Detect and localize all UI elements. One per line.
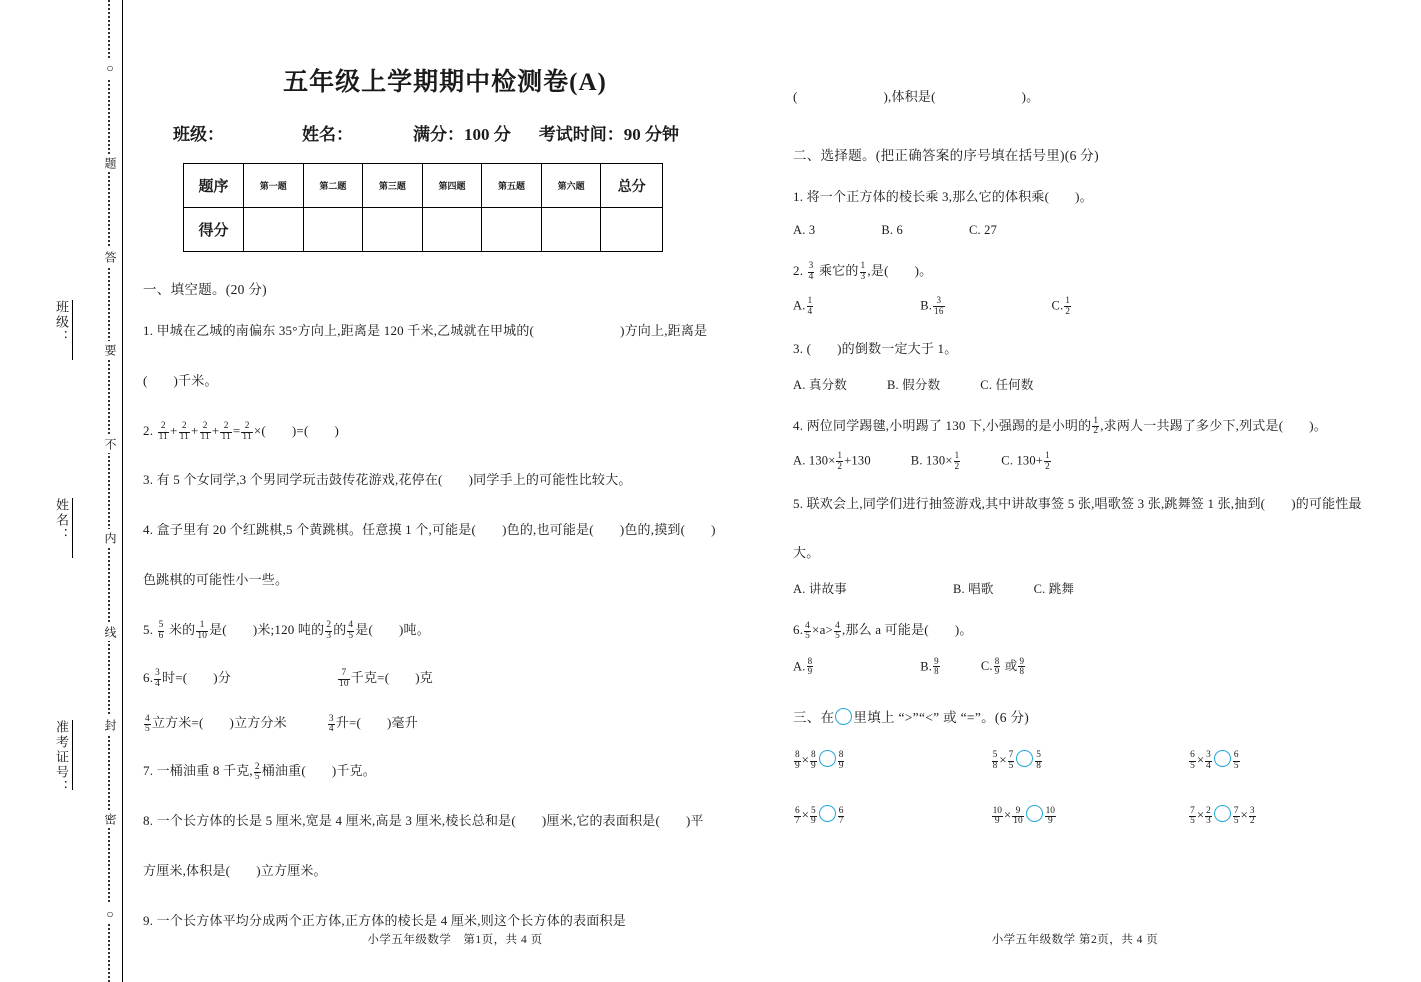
cmp3-f2: $\frac{3}{4}$ [1206, 750, 1211, 771]
s2q2-p4: )。 [914, 262, 933, 278]
fraction-3-16-optB: $\frac{3}{16}$ [934, 295, 944, 316]
s2q3-option-a[interactable]: A. 真分数 [793, 377, 847, 392]
score-cell-6[interactable] [541, 208, 601, 252]
q5-p5: 的 [333, 621, 347, 637]
q7-p3: )千克。 [331, 763, 377, 779]
fullmark-label: 满分：100 分 [413, 125, 511, 144]
cmp1-f3: $\frac{8}{9}$ [838, 750, 844, 771]
seal-solid-line [122, 0, 123, 982]
q5-p6: 是( [355, 621, 374, 637]
compare-item-6: $\frac{7}{5}$ × $\frac{2}{3}$ $\frac{7}{5}$ × $\frac{3}{2}$ [1190, 805, 1255, 827]
question-2-4 [793, 409, 1405, 443]
question-2-3 [793, 332, 1405, 366]
score-cell-5[interactable] [482, 208, 542, 252]
q2-prefix: 2. [143, 422, 154, 438]
student-info-line [135, 120, 755, 145]
seal-line-text [101, 0, 119, 982]
seal-char-bu: 不 [104, 435, 116, 453]
cmp1-circle[interactable] [819, 750, 836, 767]
question-1-2: 2. $\frac{2}{11}$ + $\frac{2}{11}$ + $\frac{2}{11}$ + $\frac{2}{11}$ = $\frac{2}{11}$ ×( )=( ) [143, 420, 340, 442]
compare-item-4: $\frac{6}{7}$ × $\frac{5}{9}$ $\frac{6}{7}$ [795, 805, 844, 827]
page-column-right [785, 0, 1405, 982]
s2q5-text-b: )的可能性最 [1291, 495, 1362, 511]
page-column-left [135, 0, 755, 982]
question-1-8 [143, 804, 755, 838]
question-2-6-options [793, 656, 1405, 676]
s3-heading-b: 里填上 “>”“<” 或 “=”。(6 分) [853, 710, 1030, 725]
q6-p2: 时=( [162, 669, 188, 685]
score-table-head-qindex: 题序 [184, 164, 244, 208]
q4-text-b: )色的,也可能是( [502, 522, 594, 538]
score-table-total: 总分 [601, 164, 663, 208]
margin-label-name: 姓名： [54, 498, 69, 543]
score-cell-2[interactable] [303, 208, 363, 252]
s2q6-p3: ,那么 a 可能是( [841, 622, 929, 638]
cmp2-circle[interactable] [1016, 750, 1033, 767]
table-row-score [184, 208, 663, 252]
question-1-4-cont [143, 563, 755, 597]
footer-left: 小学五年级数学 第1页，共 4 页 [367, 934, 543, 946]
fraction-1-2-q4optA: $\frac{1}{2}$ [837, 450, 843, 471]
fraction-5-6: $\frac{5}{6}$ [158, 620, 164, 641]
q8-text-b: )厘米,它的表面积是( [541, 813, 660, 829]
q6-p1: 6. [143, 669, 154, 685]
s2q2-option-c[interactable]: C. $\frac{1}{2}$ [1051, 295, 1071, 316]
cmp5-f2: $\frac{9}{10}$ [1013, 805, 1023, 827]
q9-text-a: 9. 一个长方体平均分成两个正方体,正方体的棱长是 4 厘米,则这个长方体的表面积是 [143, 912, 626, 928]
question-2-5 [793, 487, 1405, 521]
exam-time-label: 考试时间：90 分钟 [538, 125, 679, 144]
q6-p6: 立方米=( [151, 715, 204, 731]
s2q2-p1: 2. [793, 262, 804, 278]
fraction-1-4-optA: $\frac{1}{4}$ [807, 295, 813, 316]
cmp5-f3: $\frac{10}{9}$ [1045, 805, 1055, 827]
score-table-q4: 第四题 [422, 164, 482, 208]
q1-text-d: )千米。 [173, 372, 218, 388]
fraction-7-10: $\frac{7}{10}$ [339, 667, 349, 689]
fraction-4-5-cubicmeter: $\frac{4}{5}$ [145, 713, 150, 735]
score-table-head-score: 得分 [184, 208, 244, 252]
question-2-2 [793, 254, 1405, 288]
fraction-2-11-a: $\frac{2}{11}$ [158, 420, 169, 442]
question-1-3 [143, 463, 755, 497]
question-1-1-cont [143, 364, 755, 398]
cmp1-f2: $\frac{8}{9}$ [811, 750, 816, 771]
margin-rule-name [72, 498, 73, 558]
q7-p2: 桶油重( [261, 763, 306, 779]
s2q5-option-c[interactable]: C. 跳舞 [1033, 582, 1075, 597]
question-1-5 [143, 613, 755, 647]
fraction-3-4-liter: $\frac{3}{4}$ [328, 713, 334, 735]
table-row-question-index [184, 164, 663, 208]
fraction-2-5: $\frac{2}{5}$ [254, 761, 260, 783]
seal-char-da: 答 [104, 248, 116, 266]
question-2-1-options [793, 223, 1405, 238]
seal-char-bottom: ○ [104, 904, 116, 924]
q8-text-e: )立方厘米。 [256, 862, 327, 878]
seal-char-xian: 线 [104, 623, 116, 641]
q2-mid: ×( [253, 422, 266, 438]
s2q3-text: 3. ( [793, 340, 812, 356]
q8-text-c: )平 [686, 813, 704, 829]
q5-p7: )吨。 [399, 621, 430, 637]
q6-p3: )分 [213, 669, 232, 685]
q5-p3: 是( [209, 621, 227, 637]
q6-p5: )克 [415, 669, 433, 685]
fraction-1-2-q4optB: $\frac{1}{2}$ [954, 450, 960, 471]
seal-char-ti: 题 [104, 154, 116, 172]
s2q5-text-a: 5. 联欢会上,同学们进行抽签游戏,其中讲故事签 5 张,唱歌签 3 张,跳舞签 1 张,抽到( [793, 495, 1266, 511]
cmp2-f2: $\frac{7}{5}$ [1008, 750, 1014, 771]
s2q1-option-a[interactable]: A. 3 [793, 222, 816, 237]
s2q3-option-c[interactable]: C. 任何数 [980, 377, 1034, 392]
fraction-2-3: $\frac{2}{3}$ [326, 620, 332, 641]
fraction-2-11-c: $\frac{2}{11}$ [200, 420, 210, 442]
section-1-heading: 一、填空题。(20 分) [143, 282, 267, 297]
s2q6-p4: )。 [954, 622, 973, 638]
s2q6-p2: ×a> [812, 622, 834, 638]
q5-p4: )米;120 吨的 [252, 621, 325, 637]
s2q2-p3: ,是( [867, 262, 889, 278]
question-1-9-cont [793, 80, 1405, 114]
cmp3-f1: $\frac{6}{5}$ [1190, 750, 1195, 771]
s2q1-option-c[interactable]: C. 27 [968, 222, 998, 237]
s3-heading-a: 三、在 [793, 710, 835, 725]
question-1-8-cont [143, 854, 755, 888]
seal-char-yao: 要 [104, 341, 116, 359]
s2q4-text-c: )。 [1309, 417, 1327, 433]
cmp4-f3: $\frac{6}{7}$ [838, 805, 844, 827]
s2q4-text-a: 4. 两位同学踢毽,小明踢了 130 下,小强踢的是小明的 [793, 417, 1092, 433]
question-2-4-options [793, 451, 1405, 470]
margin-label-class: 班级： [54, 300, 69, 345]
s2q3-tail: )的倒数一定大于 1。 [837, 340, 958, 356]
compare-circle-icon [835, 708, 852, 725]
cmp4-circle[interactable] [819, 805, 836, 822]
fraction-4-5-s2q6b: $\frac{4}{5}$ [835, 620, 840, 642]
question-1-6-cont [143, 708, 755, 738]
score-cell-3[interactable] [363, 208, 423, 252]
fraction-4-5-s2q6a: $\frac{4}{5}$ [805, 620, 811, 642]
compare-item-1: $\frac{8}{9}$ × $\frac{8}{9}$ $\frac{8}{9}$ [795, 750, 844, 771]
q2-tail: )=( [291, 422, 309, 438]
margin-label-exam-id: 准考证号： [54, 720, 69, 795]
seal-char-top: ○ [104, 58, 116, 78]
score-table-q6: 第六题 [541, 164, 601, 208]
compare-item-3: $\frac{6}{5}$ × $\frac{3}{4}$ $\frac{6}{5}$ [1190, 750, 1239, 771]
compare-item-2: $\frac{5}{8}$ × $\frac{7}{5}$ $\frac{5}{8}$ [992, 750, 1041, 771]
s2q4-option-c[interactable]: C. 130+ $\frac{1}{2}$ [1001, 450, 1050, 471]
cmp4-f2: $\frac{5}{9}$ [811, 805, 816, 827]
s2q1-option-b[interactable]: B. 6 [881, 222, 903, 237]
fraction-9-8-optC: $\frac{9}{8}$ [1019, 655, 1025, 676]
q7-p1: 7. 一桶油重 8 千克, [143, 763, 253, 779]
cmp6-f1: $\frac{7}{5}$ [1190, 805, 1195, 827]
cmp6-f4: $\frac{3}{2}$ [1249, 805, 1255, 827]
page-title: 五年级上学期期中检测卷(A) [283, 69, 607, 96]
name-label: 姓名： [302, 125, 353, 144]
fraction-3-4-hour: $\frac{3}{4}$ [155, 667, 161, 689]
question-1-1 [143, 314, 755, 348]
question-1-6 [143, 663, 755, 693]
score-cell-total[interactable] [601, 208, 663, 252]
q3-tail: )同学手上的可能性比较大。 [468, 472, 632, 488]
score-table-q3: 第三题 [363, 164, 423, 208]
cmp5-circle[interactable] [1026, 805, 1043, 822]
q9-text-d: )。 [1021, 89, 1040, 104]
q4-text-a: 4. 盒子里有 20 个红跳棋,5 个黄跳棋。任意摸 1 个,可能是( [143, 522, 477, 538]
s2q5-option-b[interactable]: B. 唱歌 [952, 582, 994, 597]
compare-row-1 [793, 750, 1405, 771]
score-table [183, 163, 663, 252]
class-label: 班级： [173, 125, 224, 144]
section-2-heading: 二、选择题。(把正确答案的序号填在括号里)(6 分) [793, 147, 1099, 163]
fraction-9-8-optB: $\frac{9}{8}$ [934, 655, 939, 676]
seal-char-nei: 内 [104, 529, 116, 547]
compare-item-5: $\frac{10}{9}$ × $\frac{9}{10}$ $\frac{10}{9}$ [992, 805, 1055, 827]
score-cell-4[interactable] [422, 208, 482, 252]
fraction-1-2-s2q4: $\frac{1}{2}$ [1093, 415, 1099, 437]
q6-p7: )立方分米 [229, 715, 287, 731]
cmp3-circle[interactable] [1214, 750, 1231, 767]
s2q2-option-b[interactable]: B. $\frac{3}{16}$ [920, 295, 944, 316]
score-table-q5: 第五题 [482, 164, 542, 208]
section-3-heading [793, 706, 1405, 726]
margin-rule-exam-id [72, 720, 73, 790]
s2q6-p1: 6. [793, 622, 804, 638]
fraction-8-9-optA: $\frac{8}{9}$ [807, 655, 813, 676]
seal-char-feng: 封 [104, 716, 116, 734]
cmp5-f1: $\frac{10}{9}$ [992, 805, 1002, 827]
cmp3-f3: $\frac{6}{5}$ [1233, 750, 1239, 771]
s2q3-option-b[interactable]: B. 假分数 [886, 377, 941, 392]
compare-row-2 [793, 805, 1405, 826]
cmp1-f1: $\frac{8}{9}$ [795, 750, 800, 771]
q1-text-c: ( [143, 372, 148, 388]
fraction-1-2-q4optC: $\frac{1}{2}$ [1045, 450, 1050, 471]
question-2-2-options [793, 296, 1405, 315]
question-1-7 [143, 754, 755, 788]
fraction-4-5: $\frac{4}{5}$ [348, 620, 354, 641]
fraction-1-2-optC: $\frac{1}{2}$ [1065, 295, 1071, 316]
q6-p4: 千克=( [350, 669, 390, 685]
s2q2-option-a[interactable]: A. $\frac{1}{4}$ [793, 295, 813, 316]
fraction-2-11-e: $\frac{2}{11}$ [242, 420, 252, 442]
score-table-q2: 第二题 [303, 164, 363, 208]
cmp6-f2: $\frac{2}{3}$ [1206, 805, 1211, 827]
score-cell-1[interactable] [244, 208, 304, 252]
fraction-1-3-s2q2: $\frac{1}{3}$ [860, 260, 866, 282]
q9-text-b: ( [793, 89, 798, 104]
cmp4-f1: $\frac{6}{7}$ [795, 805, 800, 827]
fraction-1-10: $\frac{1}{10}$ [197, 620, 208, 641]
score-table-q1: 第一题 [244, 164, 304, 208]
cmp2-f3: $\frac{5}{8}$ [1036, 750, 1041, 771]
q8-text-d: 方厘米,体积是( [143, 862, 231, 878]
q6-p8: 升=( [335, 715, 362, 731]
q4-text-d: ) [711, 522, 716, 538]
s2q4-option-b[interactable]: B. 130× $\frac{1}{2}$ [910, 450, 960, 471]
q5-p1: 5. [143, 621, 154, 637]
s2q4-text-b: ,求两人一共踢了多少下,列式是( [1100, 417, 1284, 433]
exam-page [130, 0, 1421, 982]
footer-right: 小学五年级数学 第2页，共 4 页 [991, 934, 1159, 946]
s2q2-p2: 乘它的 [818, 262, 859, 278]
q4-text-e: 色跳棋的可能性小一些。 [143, 571, 289, 587]
cmp2-f1: $\frac{5}{8}$ [992, 750, 998, 771]
question-2-5-cont [793, 536, 1405, 570]
question-2-1 [793, 180, 1405, 214]
s2q6-option-b[interactable]: B. $\frac{9}{8}$ [920, 655, 939, 676]
question-1-4 [143, 513, 755, 547]
q5-p2: 米的 [168, 621, 196, 637]
left-margin-strip [0, 0, 130, 982]
s2q4-option-a[interactable]: A. 130× $\frac{1}{2}$ +130 [793, 450, 871, 471]
seal-char-mi: 密 [104, 810, 116, 828]
q9-text-c: ),体积是( [883, 89, 936, 104]
fraction-2-11-b: $\frac{2}{11}$ [179, 420, 189, 442]
s2q5-text-c: 大。 [793, 545, 820, 561]
fraction-3-4-s2q2: $\frac{3}{4}$ [808, 260, 814, 282]
s2q6-option-c[interactable]: C. $\frac{8}{9}$ 或 $\frac{9}{8}$ [980, 655, 1025, 676]
s2q1-tail: )。 [1075, 188, 1093, 204]
q4-text-c: )色的,摸到( [619, 522, 686, 538]
cmp6-f3: $\frac{7}{5}$ [1233, 805, 1239, 827]
question-2-6 [793, 613, 1405, 647]
question-2-5-options [793, 579, 1405, 597]
q3-text: 3. 有 5 个女同学,3 个男同学玩击鼓传花游戏,花停在( [143, 472, 443, 488]
fraction-2-11-d: $\frac{2}{11}$ [221, 420, 231, 442]
question-2-3-options [793, 375, 1405, 393]
q1-text-a: 1. 甲城在乙城的南偏东 35°方向上,距离是 120 千米,乙城就在甲城的( [143, 323, 535, 338]
s2q1-text: 1. 将一个正方体的棱长乘 3,那么它的体积乘( [793, 188, 1050, 204]
s2q6-option-a[interactable]: A. $\frac{8}{9}$ [793, 655, 813, 676]
q8-text-a: 8. 一个长方体的长是 5 厘米,宽是 4 厘米,高是 3 厘米,棱长总和是( [143, 813, 516, 829]
cmp6-circle[interactable] [1214, 805, 1231, 822]
q2-end: ) [334, 422, 340, 438]
margin-rule-class [72, 300, 73, 360]
q6-p9: )毫升 [387, 715, 418, 731]
fraction-8-9-optC: $\frac{8}{9}$ [994, 655, 1000, 676]
s2q5-option-a[interactable]: A. 讲故事 [793, 582, 847, 597]
q1-text-b: )方向上,距离是 [620, 323, 708, 338]
